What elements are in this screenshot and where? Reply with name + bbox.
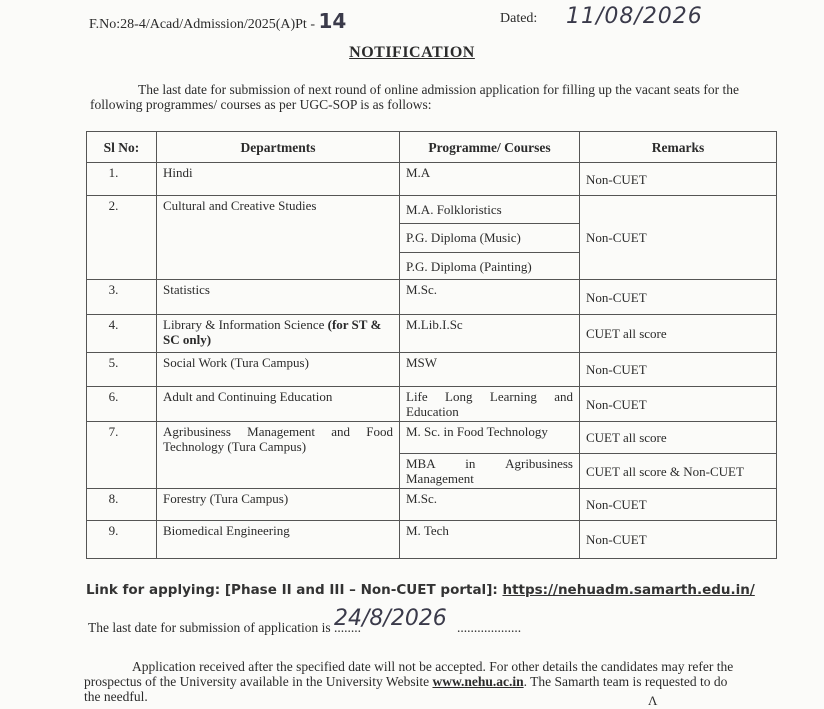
department-cell: Library & Information Science (for ST & SC only)	[157, 315, 400, 353]
admission-table	[86, 131, 777, 559]
remarks-cell: Non-CUET	[580, 196, 777, 280]
sl-cell: 2.	[87, 196, 157, 280]
programme-cell: P.G. Diploma (Painting)	[400, 253, 580, 280]
dated-label: Dated:	[500, 11, 538, 26]
sl-cell: 7.	[87, 422, 157, 489]
table-row	[87, 521, 777, 559]
closing-paragraph: Application received after the specified date will not be accepted. For other details the candidates may refer the prospectus of the University available in the University Website www.nehu.ac.in. The Samarth team is requested to do the needful.	[84, 659, 734, 704]
sl-cell: 8.	[87, 489, 157, 521]
programme-cell: P.G. Diploma (Music)	[400, 224, 580, 253]
remarks-cell: Non-CUET	[580, 489, 777, 521]
intro-paragraph: The last date for submission of next round of online admission application for filling up the vacant seats for the following programmes/ courses as per UGC-SOP is as follows:	[90, 82, 739, 112]
sl-cell: 6.	[87, 387, 157, 422]
department-cell: Biomedical Engineering	[157, 521, 400, 559]
file-number: F.No:28-4/Acad/Admission/2025(A)Pt - 14	[89, 9, 347, 33]
apply-link-line	[86, 582, 755, 598]
col-header-departments: Departments	[157, 132, 400, 163]
col-header-remarks: Remarks	[580, 132, 777, 163]
table-row	[87, 196, 777, 224]
programme-cell: MSW	[400, 353, 580, 387]
sl-cell: 5.	[87, 353, 157, 387]
last-date-handwritten: 24/8/2026	[334, 606, 447, 631]
page-title: NOTIFICATION	[349, 44, 475, 61]
programme-cell: M.Lib.I.Sc	[400, 315, 580, 353]
programme-cell: Life Long Learning and Education	[400, 387, 580, 422]
remarks-cell: Non-CUET	[580, 280, 777, 315]
department-cell: Hindi	[157, 163, 400, 196]
apply-link[interactable]: https://nehuadm.samarth.edu.in/	[502, 582, 755, 598]
programme-cell: M.Sc.	[400, 280, 580, 315]
table-header-row	[87, 132, 777, 163]
apply-link-label: Link for applying: [Phase II and III – Non-CUET portal]:	[86, 582, 498, 598]
table-row	[87, 489, 777, 521]
remarks-cell: CUET all score & Non-CUET	[580, 454, 777, 489]
department-cell: Social Work (Tura Campus)	[157, 353, 400, 387]
sl-cell: 3.	[87, 280, 157, 315]
remarks-cell: Non-CUET	[580, 353, 777, 387]
sl-cell: 1.	[87, 163, 157, 196]
table-row	[87, 163, 777, 196]
sl-cell: 9.	[87, 521, 157, 559]
dated-value-handwritten: 11/08/2026	[566, 4, 703, 29]
department-cell: Cultural and Creative Studies	[157, 196, 400, 280]
remarks-cell: Non-CUET	[580, 163, 777, 196]
table-row	[87, 422, 777, 454]
sl-cell: 4.	[87, 315, 157, 353]
table-row	[87, 315, 777, 353]
programme-cell: M. Sc. in Food Technology	[400, 422, 580, 454]
department-cell: Statistics	[157, 280, 400, 315]
table-row	[87, 280, 777, 315]
department-cell: Forestry (Tura Campus)	[157, 489, 400, 521]
remarks-cell: CUET all score	[580, 422, 777, 454]
remarks-cell: CUET all score	[580, 315, 777, 353]
department-cell: Adult and Continuing Education	[157, 387, 400, 422]
table-row	[87, 353, 777, 387]
col-header-sl: Sl No:	[87, 132, 157, 163]
website-link[interactable]: www.nehu.ac.in	[432, 674, 524, 689]
programme-cell: M.A	[400, 163, 580, 196]
programme-cell: M.A. Folkloristics	[400, 196, 580, 224]
remarks-cell: Non-CUET	[580, 387, 777, 422]
programme-cell: MBA in Agribusiness Management	[400, 454, 580, 489]
department-cell: Agribusiness Management and Food Technology (Tura Campus)	[157, 422, 400, 489]
col-header-programme: Programme/ Courses	[400, 132, 580, 163]
table-row	[87, 387, 777, 422]
programme-cell: M.Sc.	[400, 489, 580, 521]
initials-mark: Λ	[648, 693, 658, 708]
remarks-cell: Non-CUET	[580, 521, 777, 559]
file-number-handwritten: 14	[318, 9, 347, 33]
last-date-line: The last date for submission of application is ........ ...................	[88, 620, 522, 635]
programme-cell: M. Tech	[400, 521, 580, 559]
